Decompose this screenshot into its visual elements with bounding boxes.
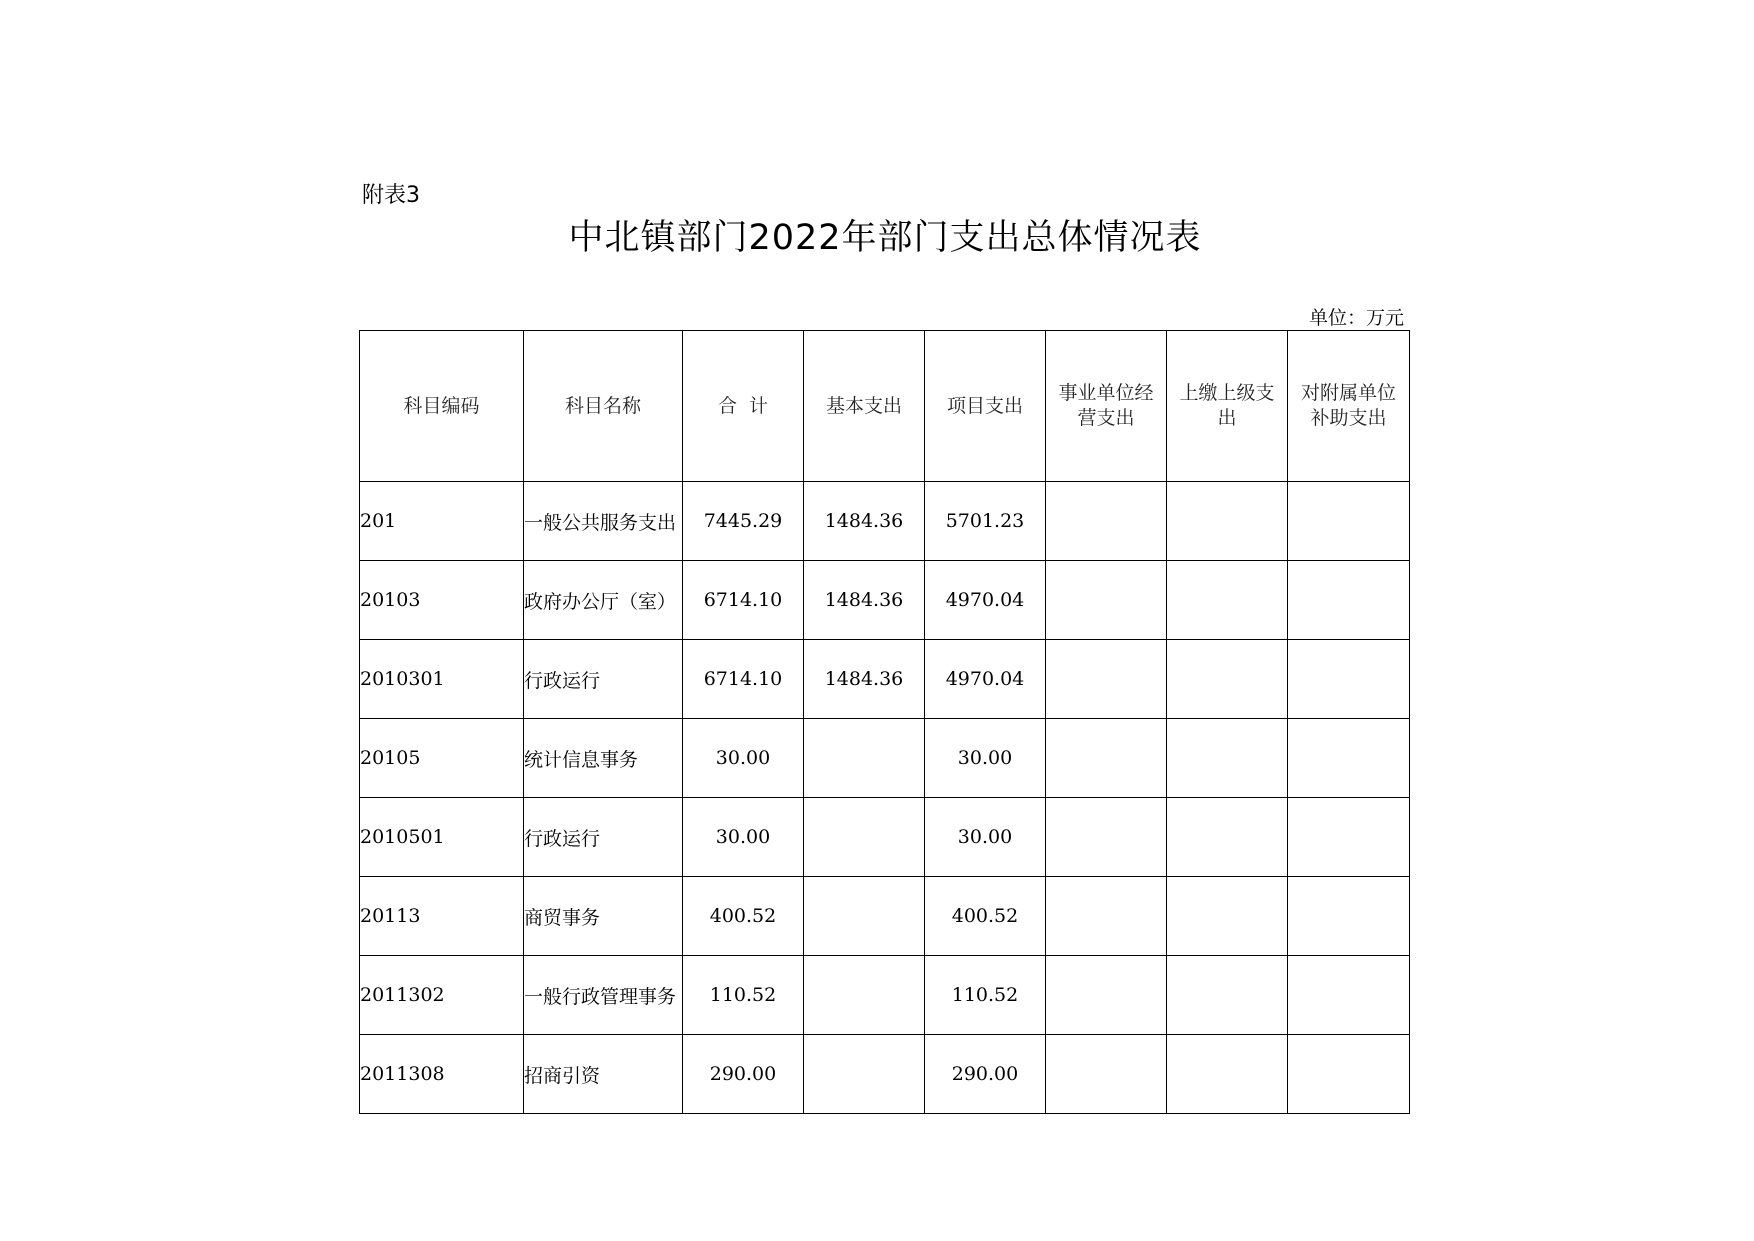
table-row (360, 798, 1410, 877)
cell-subsidy-to-affiliates (1288, 640, 1410, 719)
cell-total: 7445.29 (683, 482, 804, 561)
cell-project-expense: 5701.23 (925, 482, 1046, 561)
cell-subject-name: 商贸事务 (524, 877, 683, 956)
page-title: 中北镇部门2022年部门支出总体情况表 (568, 218, 1202, 258)
cell-basic-expense (804, 877, 925, 956)
table-row (360, 1035, 1410, 1114)
attachment-label: 附表3 (362, 183, 420, 208)
cell-basic-expense: 1484.36 (804, 561, 925, 640)
cell-project-expense: 30.00 (925, 719, 1046, 798)
cell-total: 400.52 (683, 877, 804, 956)
header-basic-expense: 基本支出 (804, 331, 925, 482)
cell-subsidy-to-affiliates (1288, 482, 1410, 561)
cell-subject-code: 2010301 (360, 640, 524, 719)
cell-subsidy-to-affiliates (1288, 956, 1410, 1035)
header-business-operation-expense: 事业单位经营支出 (1046, 331, 1167, 482)
cell-business-operation-expense (1046, 798, 1167, 877)
header-project-expense: 项目支出 (925, 331, 1046, 482)
table-row (360, 956, 1410, 1035)
cell-basic-expense (804, 798, 925, 877)
cell-project-expense: 290.00 (925, 1035, 1046, 1114)
cell-project-expense: 30.00 (925, 798, 1046, 877)
cell-subsidy-to-affiliates (1288, 877, 1410, 956)
cell-subject-code: 2011302 (360, 956, 524, 1035)
cell-project-expense: 110.52 (925, 956, 1046, 1035)
cell-subsidy-to-affiliates (1288, 798, 1410, 877)
header-subject-code: 科目编码 (360, 331, 524, 482)
cell-project-expense: 400.52 (925, 877, 1046, 956)
cell-business-operation-expense (1046, 877, 1167, 956)
cell-remit-to-superior (1167, 798, 1288, 877)
cell-basic-expense: 1484.36 (804, 482, 925, 561)
cell-remit-to-superior (1167, 719, 1288, 798)
table-header-row (360, 331, 1410, 482)
cell-subsidy-to-affiliates (1288, 561, 1410, 640)
cell-subsidy-to-affiliates (1288, 719, 1410, 798)
cell-total: 110.52 (683, 956, 804, 1035)
cell-basic-expense (804, 956, 925, 1035)
cell-project-expense: 4970.04 (925, 640, 1046, 719)
header-subsidy-to-affiliates: 对附属单位补助支出 (1288, 331, 1410, 482)
cell-total: 30.00 (683, 719, 804, 798)
cell-subject-name: 招商引资 (524, 1035, 683, 1114)
cell-business-operation-expense (1046, 1035, 1167, 1114)
cell-total: 290.00 (683, 1035, 804, 1114)
cell-business-operation-expense (1046, 482, 1167, 561)
cell-business-operation-expense (1046, 561, 1167, 640)
cell-remit-to-superior (1167, 640, 1288, 719)
cell-business-operation-expense (1046, 640, 1167, 719)
cell-subject-name: 一般公共服务支出 (524, 482, 683, 561)
cell-subject-code: 20105 (360, 719, 524, 798)
cell-remit-to-superior (1167, 877, 1288, 956)
cell-subject-name: 行政运行 (524, 798, 683, 877)
cell-subsidy-to-affiliates (1288, 1035, 1410, 1114)
cell-subject-code: 2011308 (360, 1035, 524, 1114)
header-remit-to-superior: 上缴上级支出 (1167, 331, 1288, 482)
cell-subject-name: 政府办公厅（室） (524, 561, 683, 640)
table-row (360, 482, 1410, 561)
table-row (360, 877, 1410, 956)
cell-business-operation-expense (1046, 956, 1167, 1035)
header-subject-name: 科目名称 (524, 331, 683, 482)
expense-table (359, 330, 1410, 1114)
cell-basic-expense (804, 1035, 925, 1114)
cell-remit-to-superior (1167, 956, 1288, 1035)
cell-subject-code: 20113 (360, 877, 524, 956)
table-row (360, 719, 1410, 798)
cell-total: 6714.10 (683, 561, 804, 640)
header-total: 合 计 (683, 331, 804, 482)
cell-subject-code: 20103 (360, 561, 524, 640)
cell-total: 30.00 (683, 798, 804, 877)
cell-subject-name: 统计信息事务 (524, 719, 683, 798)
table-row (360, 561, 1410, 640)
cell-basic-expense: 1484.36 (804, 640, 925, 719)
cell-basic-expense (804, 719, 925, 798)
cell-remit-to-superior (1167, 482, 1288, 561)
cell-total: 6714.10 (683, 640, 804, 719)
cell-subject-name: 行政运行 (524, 640, 683, 719)
cell-project-expense: 4970.04 (925, 561, 1046, 640)
table-row (360, 640, 1410, 719)
cell-business-operation-expense (1046, 719, 1167, 798)
cell-subject-name: 一般行政管理事务 (524, 956, 683, 1035)
cell-remit-to-superior (1167, 561, 1288, 640)
cell-remit-to-superior (1167, 1035, 1288, 1114)
cell-subject-code: 2010501 (360, 798, 524, 877)
cell-subject-code: 201 (360, 482, 524, 561)
unit-label: 单位：万元 (1308, 307, 1404, 329)
